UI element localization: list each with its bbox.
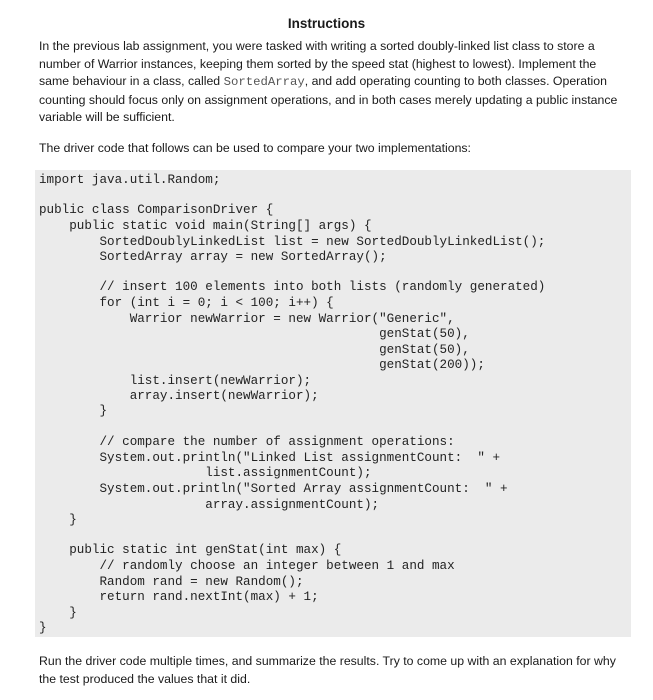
intro-paragraph <box>39 38 619 127</box>
code-line: } <box>39 606 77 620</box>
code-line: genStat(50), <box>39 327 470 341</box>
intro-text-end: , and add operating counting to both classes. Operation counting should focus only on assignment operations, and in both cases merely updating a public instance variable will be sufficient. <box>39 74 618 125</box>
class-name-code: SortedArray <box>223 75 305 90</box>
code-line: genStat(200)); <box>39 358 485 372</box>
code-line: } <box>39 621 47 635</box>
code-line: // compare the number of assignment operations: <box>39 435 455 449</box>
code-line: array.insert(newWarrior); <box>39 389 319 403</box>
code-line: list.insert(newWarrior); <box>39 374 312 388</box>
code-line: } <box>39 513 77 527</box>
code-line: // randomly choose an integer between 1 and max <box>39 559 455 573</box>
code-line: // insert 100 elements into both lists (randomly generated) <box>39 280 546 294</box>
code-line: public static int genStat(int max) { <box>39 543 342 557</box>
code-line: return rand.nextInt(max) + 1; <box>39 590 319 604</box>
code-line: } <box>39 404 108 418</box>
code-line: array.assignmentCount); <box>39 498 380 512</box>
code-line: SortedArray array = new SortedArray(); <box>39 250 387 264</box>
code-line: public class ComparisonDriver { <box>39 203 274 217</box>
code-line: import java.util.Random; <box>39 173 221 187</box>
intro-text-start: In the previous lab assignment, you were tasked with writing a sorted doubly-linked list class to store a number of Warrior instances, keeping them sorted by the speed stat (highest to lowest). Implement the same behaviour in a class, called <box>39 39 597 89</box>
conclusion-paragraph: Run the driver code multiple times, and summarize the results. Try to come up with an explanation for why the test produced the values that it did. <box>39 654 616 686</box>
code-line: SortedDoublyLinkedList list = new SortedDoublyLinkedList(); <box>39 235 546 249</box>
code-line: Warrior newWarrior = new Warrior("Generic", <box>39 312 455 326</box>
code-line: System.out.println("Linked List assignmentCount: " + <box>39 451 501 465</box>
code-block <box>35 170 631 637</box>
code-line: System.out.println("Sorted Array assignmentCount: " + <box>39 482 508 496</box>
page-title: Instructions <box>287 16 366 31</box>
driver-intro-paragraph: The driver code that follows can be used to compare your two implementations: <box>39 141 471 155</box>
code-line: public static void main(String[] args) { <box>39 219 372 233</box>
code-line: genStat(50), <box>39 343 470 357</box>
code-line: for (int i = 0; i < 100; i++) { <box>39 296 334 310</box>
code-line: Random rand = new Random(); <box>39 575 304 589</box>
code-line: list.assignmentCount); <box>39 466 372 480</box>
